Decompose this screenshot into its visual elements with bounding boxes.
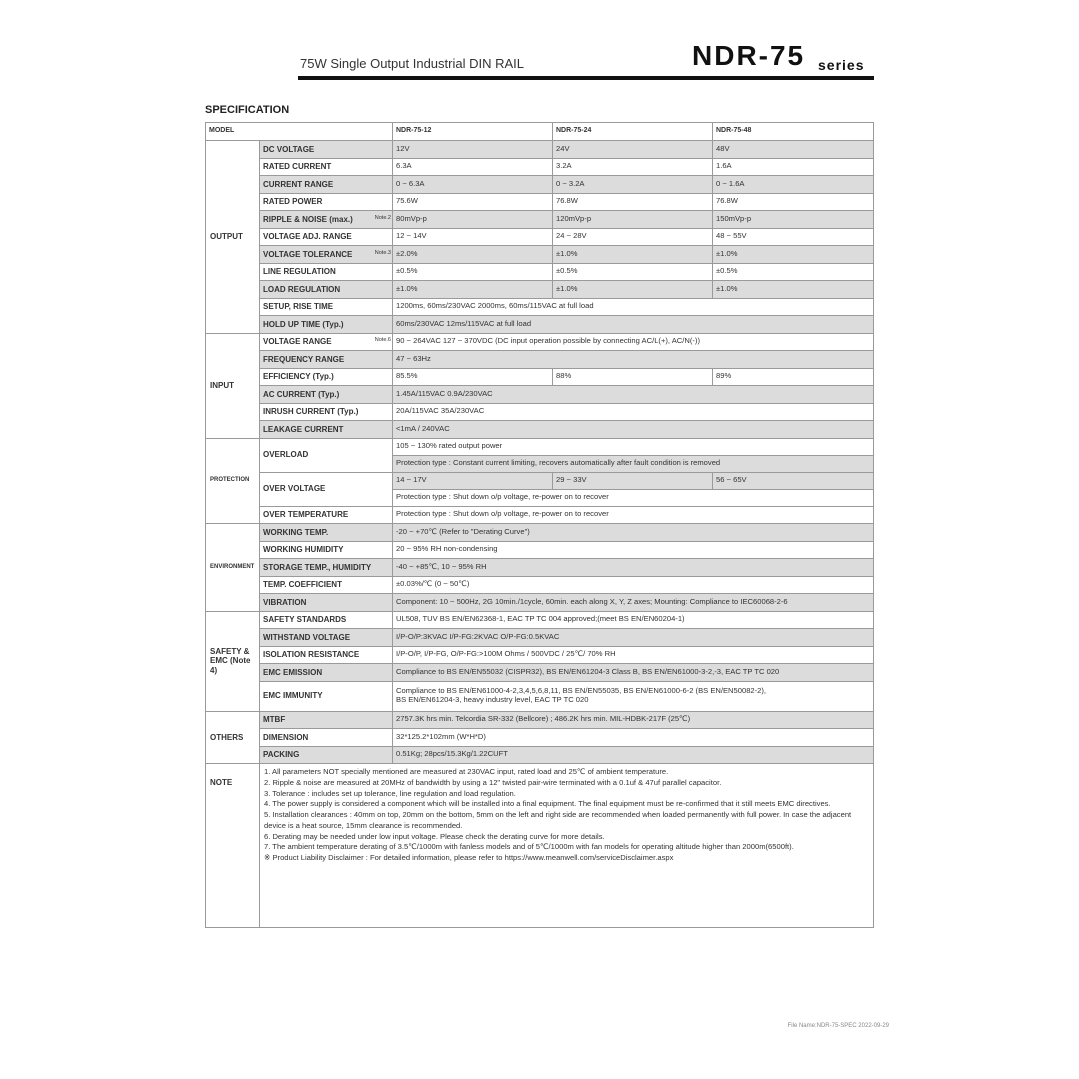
table-row	[206, 421, 874, 439]
table-row	[206, 158, 874, 176]
cell-line: BS EN/EN61204-3, heavy industry level, EAC TP TC 020	[396, 695, 589, 704]
table-row	[206, 764, 874, 928]
table-row	[206, 711, 874, 729]
table-row	[206, 281, 874, 299]
cell-value: 0.51Kg; 28pcs/15.3Kg/1.22CUFT	[393, 746, 874, 764]
table-row	[206, 438, 874, 455]
table-row	[206, 228, 874, 246]
row-label-text: VOLTAGE RANGE	[263, 337, 332, 347]
note-item: 6. Derating may be needed under low input voltage. Please check the derating curve for more details.	[264, 831, 605, 841]
cell-value: 32*125.2*102mm (W*H*D)	[393, 729, 874, 747]
note-reference: Note.3	[374, 249, 391, 256]
cell-value: 20 ~ 95% RH non-condensing	[393, 541, 874, 559]
row-label: OVERLOAD	[260, 438, 393, 472]
cell-value: ±0.03%/℃ (0 ~ 50℃)	[393, 576, 874, 594]
cell-value: 1200ms, 60ms/230VAC 2000ms, 60ms/115VAC at full load	[393, 298, 874, 316]
cell-value: ±1.0%	[553, 246, 713, 264]
cell-value: 120mVp-p	[553, 211, 713, 229]
table-row	[206, 524, 874, 542]
cell-value: Protection type : Constant current limiting, recovers automatically after fault condition is removed	[393, 455, 874, 472]
cell-value: 105 ~ 130% rated output power	[393, 438, 874, 455]
table-row	[206, 368, 874, 386]
cell-value: 60ms/230VAC 12ms/115VAC at full load	[393, 316, 874, 334]
row-label: DC VOLTAGE	[260, 141, 393, 159]
table-row	[206, 611, 874, 629]
cell-value: 14 ~ 17V	[393, 472, 553, 489]
group-safety-emc: SAFETY & EMC (Note 4)	[206, 611, 260, 711]
model-label: MODEL	[206, 123, 393, 141]
cell-value: Protection type : Shut down o/p voltage, re-power on to recover	[393, 489, 874, 506]
row-label: EMC EMISSION	[260, 664, 393, 682]
row-label-text: RIPPLE & NOISE (max.)	[263, 214, 353, 224]
row-label: WORKING HUMIDITY	[260, 541, 393, 559]
cell-value: ±1.0%	[713, 281, 874, 299]
table-row	[206, 246, 874, 264]
row-label: WORKING TEMP.	[260, 524, 393, 542]
cell-value: I/P-O/P:3KVAC I/P-FG:2KVAC O/P-FG:0.5KVAC	[393, 629, 874, 647]
cell-value	[393, 681, 874, 711]
cell-value: ±2.0%	[393, 246, 553, 264]
footer-file-name: File Name:NDR-75-SPEC 2022-09-29	[787, 1023, 889, 1029]
row-label: FREQUENCY RANGE	[260, 351, 393, 369]
cell-line: Compliance to BS EN/EN61000-4-2,3,4,5,6,8,11, BS EN/EN55035, BS EN/EN61000-6-2 (BS EN/EN50082-2),	[396, 686, 767, 696]
row-label: OVER TEMPERATURE	[260, 506, 393, 524]
cell-value: 48 ~ 55V	[713, 228, 874, 246]
table-row	[206, 646, 874, 664]
cell-value: 1.45A/115VAC 0.9A/230VAC	[393, 386, 874, 404]
cell-value: ±1.0%	[713, 246, 874, 264]
row-label: INRUSH CURRENT (Typ.)	[260, 403, 393, 421]
row-label: SETUP, RISE TIME	[260, 298, 393, 316]
cell-value: Compliance to BS EN/EN55032 (CISPR32), BS EN/EN61204-3 Class B, BS EN/EN61000-3-2,-3, EAC TP TC 020	[393, 664, 874, 682]
model-name: NDR-75-12	[393, 123, 553, 141]
row-label: DIMENSION	[260, 729, 393, 747]
row-label	[260, 333, 393, 351]
cell-value: 0 ~ 1.6A	[713, 176, 874, 194]
note-list	[260, 764, 874, 928]
cell-value: 76.8W	[713, 193, 874, 211]
cell-value: <1mA / 240VAC	[393, 421, 874, 439]
document-subtitle: 75W Single Output Industrial DIN RAIL	[300, 56, 524, 71]
table-row	[206, 333, 874, 351]
cell-value: 76.8W	[553, 193, 713, 211]
table-row	[206, 316, 874, 334]
table-row	[206, 594, 874, 612]
row-label: AC CURRENT (Typ.)	[260, 386, 393, 404]
cell-value: 89%	[713, 368, 874, 386]
row-label: HOLD UP TIME (Typ.)	[260, 316, 393, 334]
cell-value: 20A/115VAC 35A/230VAC	[393, 403, 874, 421]
cell-value: 47 ~ 63Hz	[393, 351, 874, 369]
table-row	[206, 472, 874, 489]
row-label: WITHSTAND VOLTAGE	[260, 629, 393, 647]
row-label	[260, 211, 393, 229]
note-item: 1. All parameters NOT specially mentioned are measured at 230VAC input, rated load and 25℃ of ambient temperature.	[264, 767, 669, 776]
cell-value: 150mVp-p	[713, 211, 874, 229]
cell-value: ±0.5%	[553, 263, 713, 281]
row-label: CURRENT RANGE	[260, 176, 393, 194]
cell-value: 3.2A	[553, 158, 713, 176]
cell-value: ±0.5%	[713, 263, 874, 281]
cell-value: Protection type : Shut down o/p voltage, re-power on to recover	[393, 506, 874, 524]
note-item: ※ Product Liability Disclaimer : For detailed information, please refer to https://www.meanwell.com/serviceDisclaimer.aspx	[264, 853, 674, 863]
row-label: MTBF	[260, 711, 393, 729]
cell-value: 1.6A	[713, 158, 874, 176]
table-row	[206, 729, 874, 747]
table-row	[206, 541, 874, 559]
cell-value: Component: 10 ~ 500Hz, 2G 10min./1cycle, 60min. each along X, Y, Z axes; Mounting: Compliance to IEC60068-2-6	[393, 594, 874, 612]
series-label: series	[818, 57, 865, 73]
cell-value: 12 ~ 14V	[393, 228, 553, 246]
cell-value: ±1.0%	[553, 281, 713, 299]
row-label: RATED CURRENT	[260, 158, 393, 176]
table-row	[206, 746, 874, 764]
group-input: INPUT	[206, 333, 260, 438]
group-note: NOTE	[206, 764, 260, 928]
cell-value: -40 ~ +85℃, 10 ~ 95% RH	[393, 559, 874, 577]
row-label: STORAGE TEMP., HUMIDITY	[260, 559, 393, 577]
note-item: 5. Installation clearances : 40mm on top, 20mm on the bottom, 5mm on the left and right side are recommended when loaded permanently with full power. In case the adjacent device is a heat source, 15mm clearance is recommended.	[264, 810, 852, 830]
cell-value: 24V	[553, 141, 713, 159]
row-label	[260, 246, 393, 264]
row-label: LEAKAGE CURRENT	[260, 421, 393, 439]
row-label: LINE REGULATION	[260, 263, 393, 281]
table-row	[206, 298, 874, 316]
table-row	[206, 263, 874, 281]
note-item: 2. Ripple & noise are measured at 20MHz of bandwidth by using a 12" twisted pair-wire terminated with a 0.1uf & 47uf parallel capacitor.	[264, 777, 722, 787]
row-label: OVER VOLTAGE	[260, 472, 393, 506]
table-row	[206, 351, 874, 369]
table-row	[206, 576, 874, 594]
cell-value: -20 ~ +70℃ (Refer to "Derating Curve")	[393, 524, 874, 542]
cell-value: ±1.0%	[393, 281, 553, 299]
table-row	[206, 176, 874, 194]
table-row	[206, 559, 874, 577]
row-label: SAFETY STANDARDS	[260, 611, 393, 629]
cell-value: 2757.3K hrs min. Telcordia SR-332 (Bellcore) ; 486.2K hrs min. MIL-HDBK-217F (25℃)	[393, 711, 874, 729]
row-label: VIBRATION	[260, 594, 393, 612]
cell-value: 0 ~ 3.2A	[553, 176, 713, 194]
model-name: NDR-75-24	[553, 123, 713, 141]
table-row	[206, 506, 874, 524]
note-reference: Note.6	[374, 337, 391, 344]
table-row	[206, 664, 874, 682]
note-item: 3. Tolerance : includes set up tolerance, line regulation and load regulation.	[264, 788, 516, 798]
group-others: OTHERS	[206, 711, 260, 764]
cell-value: 24 ~ 28V	[553, 228, 713, 246]
cell-value: 12V	[393, 141, 553, 159]
row-label: VOLTAGE ADJ. RANGE	[260, 228, 393, 246]
group-output: OUTPUT	[206, 141, 260, 334]
row-label: LOAD REGULATION	[260, 281, 393, 299]
row-label: PACKING	[260, 746, 393, 764]
specification-table	[205, 122, 874, 928]
section-title: SPECIFICATION	[205, 104, 290, 116]
cell-value: I/P-O/P, I/P-FG, O/P-FG:>100M Ohms / 500VDC / 25℃/ 70% RH	[393, 646, 874, 664]
note-item: 7. The ambient temperature derating of 3.5℃/1000m with fanless models and of 5℃/1000m with fan models for operating altitude higher than 2000m(6500ft).	[264, 842, 794, 852]
row-label: EMC IMMUNITY	[260, 681, 393, 711]
row-label: EFFICIENCY (Typ.)	[260, 368, 393, 386]
cell-value: 0 ~ 6.3A	[393, 176, 553, 194]
table-row	[206, 629, 874, 647]
header-rule	[298, 76, 874, 80]
group-environment: ENVIRONMENT	[206, 524, 260, 612]
note-reference: Note.2	[374, 214, 391, 221]
cell-value: UL508, TUV BS EN/EN62368-1, EAC TP TC 004 approved;(meet BS EN/EN60204-1)	[393, 611, 874, 629]
row-label-text: VOLTAGE TOLERANCE	[263, 249, 353, 259]
row-label: ISOLATION RESISTANCE	[260, 646, 393, 664]
table-row	[206, 403, 874, 421]
cell-value: ±0.5%	[393, 263, 553, 281]
cell-value: 56 ~ 65V	[713, 472, 874, 489]
note-item: 4. The power supply is considered a component which will be installed into a final equipment. The final equipment must be re-confirmed that it still meets EMC directives.	[264, 799, 831, 809]
table-row	[206, 141, 874, 159]
cell-value: 48V	[713, 141, 874, 159]
cell-value: 29 ~ 33V	[553, 472, 713, 489]
cell-value: 6.3A	[393, 158, 553, 176]
cell-value: 80mVp-p	[393, 211, 553, 229]
table-row	[206, 123, 874, 141]
row-label: TEMP. COEFFICIENT	[260, 576, 393, 594]
table-row	[206, 193, 874, 211]
table-row	[206, 211, 874, 229]
cell-value: 85.5%	[393, 368, 553, 386]
group-protection: PROTECTION	[206, 438, 260, 524]
cell-value: 90 ~ 264VAC 127 ~ 370VDC (DC input operation possible by connecting AC/L(+), AC/N(-))	[393, 333, 874, 351]
table-row	[206, 681, 874, 711]
model-name: NDR-75-48	[713, 123, 874, 141]
cell-value: 88%	[553, 368, 713, 386]
model-title: NDR-75	[692, 40, 806, 71]
row-label: RATED POWER	[260, 193, 393, 211]
table-row	[206, 386, 874, 404]
cell-value: 75.6W	[393, 193, 553, 211]
